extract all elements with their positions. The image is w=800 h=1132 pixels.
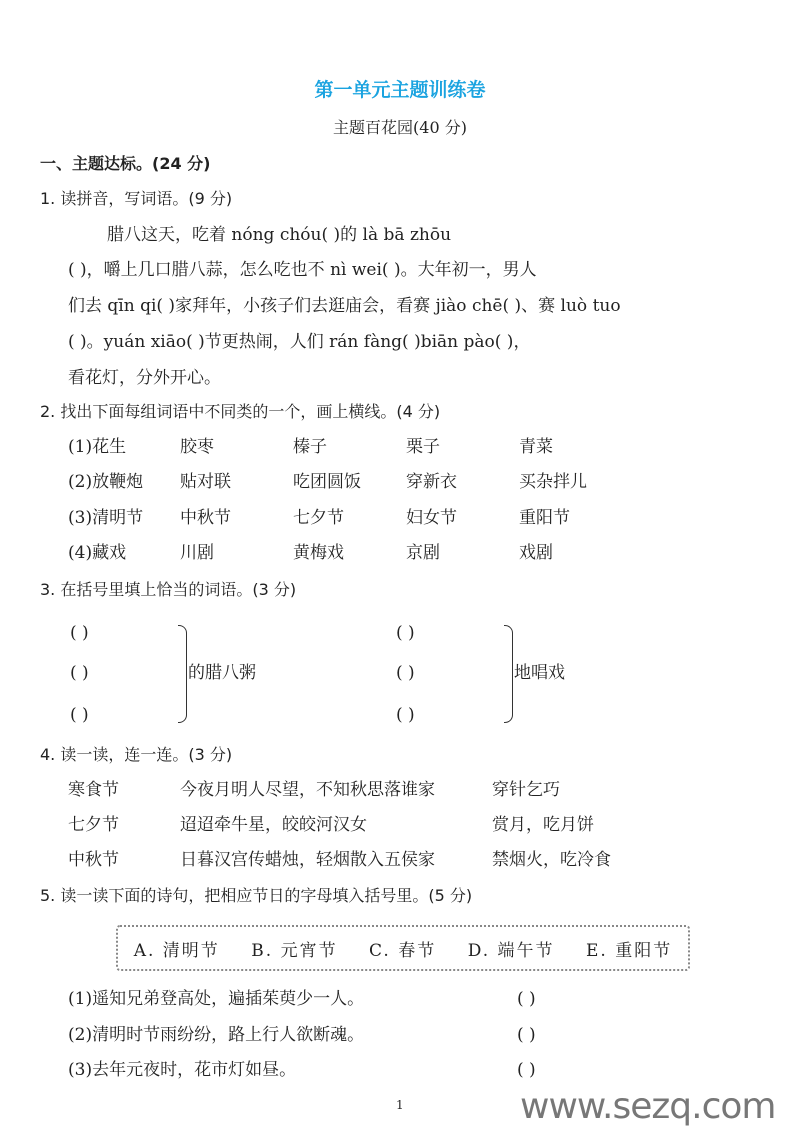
q2-word: 七夕节 [293, 508, 344, 528]
q5-item: (1)遥知兄弟登高处，遍插茱萸少一人。 [68, 989, 365, 1009]
q4-poem: 今夜月明人尽望，不知秋思落谁家 [180, 780, 435, 800]
festival-options-box [116, 925, 690, 971]
option-b: B. 元宵节 [251, 940, 338, 961]
brace-left [178, 625, 187, 723]
section-heading: 一、主题达标。(24 分) [40, 154, 211, 173]
q4-festival: 中秋节 [68, 850, 119, 870]
q5-item: (2)清明时节雨纷纷，路上行人欲断魂。 [68, 1025, 365, 1045]
q4-poem: 日暮汉宫传蜡烛，轻烟散入五侯家 [180, 850, 435, 870]
q2-word: 川剧 [180, 543, 214, 563]
question-3-label: 3. 在括号里填上恰当的词语。(3 分) [40, 580, 297, 599]
q2-word: (2)放鞭炮 [68, 472, 144, 492]
q2-word: (1)花生 [68, 437, 127, 457]
q4-custom: 穿针乞巧 [492, 780, 560, 800]
option-c: C. 春节 [369, 940, 437, 961]
q4-festival: 寒食节 [68, 780, 119, 800]
q1-line: 们去 qīn qi( )家拜年，小孩子们去逛庙会，看赛 jiào chē( )、赛 luò tuo [68, 296, 621, 316]
option-e: E. 重阳节 [586, 940, 673, 961]
q2-word: 栗子 [406, 437, 440, 457]
q2-word: 胶枣 [180, 437, 214, 457]
question-1-label: 1. 读拼音，写词语。(9 分) [40, 189, 233, 208]
q3-blank[interactable]: ( ) [396, 663, 415, 683]
q2-word: 重阳节 [519, 508, 570, 528]
q2-word: 京剧 [406, 543, 440, 563]
q2-word: 妇女节 [406, 508, 457, 528]
q2-word: 榛子 [293, 437, 327, 457]
q3-blank[interactable]: ( ) [396, 623, 415, 643]
q3-blank[interactable]: ( ) [396, 705, 415, 725]
q5-answer-blank[interactable]: ( ) [517, 1025, 536, 1045]
option-d: D. 端午节 [467, 940, 555, 961]
q5-answer-blank[interactable]: ( ) [517, 989, 536, 1009]
page-subtitle: 主题百花园(40 分) [333, 118, 467, 137]
q1-line: 腊八这天，吃着 nóng chóu( )的 là bā zhōu [107, 225, 452, 245]
option-a: A. 清明节 [133, 940, 220, 961]
q2-word: (3)清明节 [68, 508, 144, 528]
q2-word: (4)藏戏 [68, 543, 127, 563]
q2-word: 青菜 [519, 437, 553, 457]
q1-line: 看花灯，分外开心。 [68, 368, 221, 388]
q2-word: 戏剧 [519, 543, 553, 563]
q2-word: 穿新衣 [406, 472, 457, 492]
watermark: www.sezq.com [520, 1086, 776, 1127]
q1-line: ( )，嚼上几口腊八蒜，怎么吃也不 nì wei( )。大年初一，男人 [68, 260, 537, 280]
q2-word: 买杂拌儿 [519, 472, 587, 492]
q5-answer-blank[interactable]: ( ) [517, 1060, 536, 1080]
q3-right-suffix: 地唱戏 [514, 663, 565, 683]
q2-word: 黄梅戏 [293, 543, 344, 563]
q3-blank[interactable]: ( ) [70, 663, 89, 683]
q4-custom: 禁烟火，吃冷食 [492, 850, 611, 870]
question-4-label: 4. 读一读，连一连。(3 分) [40, 745, 233, 764]
q3-left-suffix: 的腊八粥 [188, 663, 256, 683]
q3-blank[interactable]: ( ) [70, 705, 89, 725]
q2-word: 中秋节 [180, 508, 231, 528]
q3-blank[interactable]: ( ) [70, 623, 89, 643]
q4-poem: 迢迢牵牛星，皎皎河汉女 [180, 815, 367, 835]
q2-word: 吃团圆饭 [293, 472, 361, 492]
page-title: 第一单元主题训练卷 [314, 79, 486, 101]
q4-custom: 赏月，吃月饼 [492, 815, 594, 835]
brace-right [504, 625, 513, 723]
q1-line: ( )。yuán xiāo( )节更热闹，人们 rán fàng( )biān pào( )， [68, 332, 531, 352]
q4-festival: 七夕节 [68, 815, 119, 835]
page-number: 1 [396, 1098, 404, 1112]
q2-word: 贴对联 [180, 472, 231, 492]
q5-item: (3)去年元夜时，花市灯如昼。 [68, 1060, 297, 1080]
question-5-label: 5. 读一读下面的诗句，把相应节日的字母填入括号里。(5 分) [40, 886, 473, 905]
question-2-label: 2. 找出下面每组词语中不同类的一个，画上横线。(4 分) [40, 402, 441, 421]
